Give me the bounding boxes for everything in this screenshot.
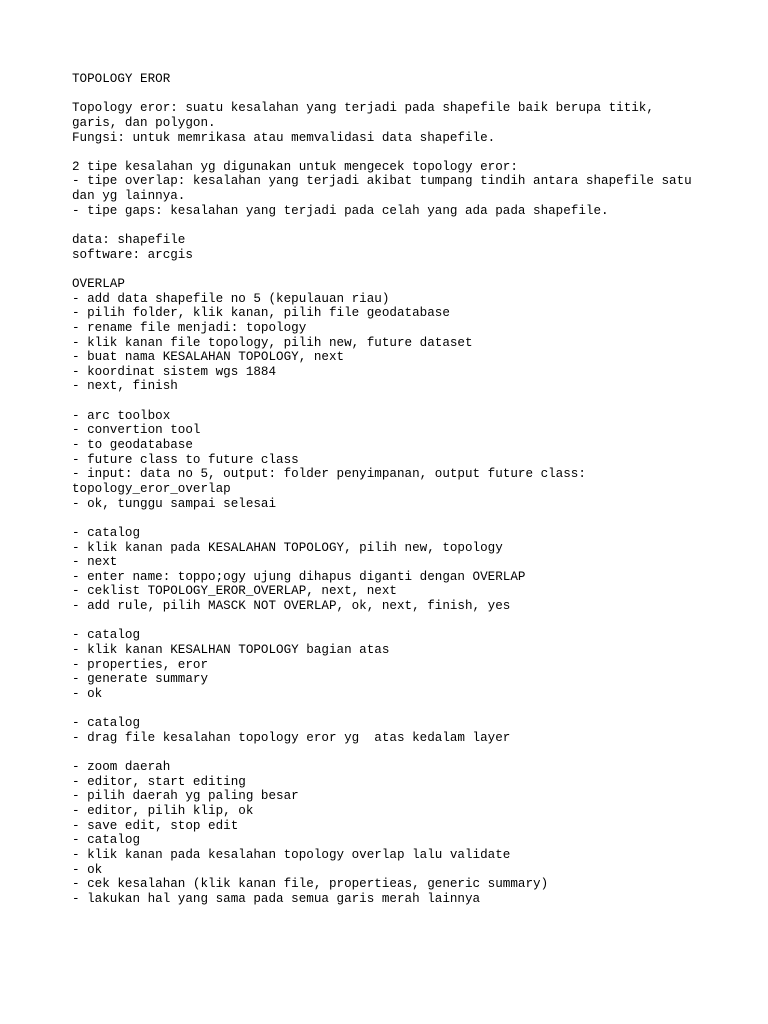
step-line: - editor, pilih klip, ok (72, 804, 254, 819)
step-line: - next (72, 555, 118, 570)
type-gaps-line: - tipe gaps: kesalahan yang terjadi pada celah yang ada pada shapefile. (72, 203, 609, 218)
step-line: - koordinat sistem wgs 1884 (72, 364, 277, 379)
step-line: - catalog (72, 833, 141, 848)
blank-line (72, 511, 752, 526)
step-line: - next, finish (72, 379, 178, 394)
step-line: - editor, start editing (72, 774, 246, 789)
step-line: - ok, tunggu sampai selesai (72, 496, 277, 511)
step-line: - arc toolbox (72, 408, 171, 423)
step-line: - ceklist TOPOLOGY_EROR_OVERLAP, next, next (72, 584, 397, 599)
document-page (72, 72, 752, 907)
step-line: - catalog (72, 525, 141, 540)
step-line: - cek kesalahan (klik kanan file, propertieas, generic summary) (72, 877, 549, 892)
blank-line (72, 702, 752, 717)
step-line: - pilih daerah yg paling besar (72, 789, 299, 804)
step-line: topology_eror_overlap (72, 481, 231, 496)
step-line: - lakukan hal yang sama pada semua garis merah lainnya (72, 891, 481, 906)
blank-line (72, 262, 752, 277)
type-overlap-line: dan yg lainnya. (72, 189, 186, 204)
step-line: - future class to future class (72, 452, 299, 467)
blank-line (72, 745, 752, 760)
step-line: - add rule, pilih MASCK NOT OVERLAP, ok, next, finish, yes (72, 599, 511, 614)
types-heading: 2 tipe kesalahan yg digunakan untuk mengecek topology eror: (72, 159, 518, 174)
step-line: - drag file kesalahan topology eror yg atas kedalam layer (72, 730, 511, 745)
blank-line (72, 145, 752, 160)
type-overlap-line: - tipe overlap: kesalahan yang terjadi akibat tumpang tindih antara shapefile satu (72, 174, 692, 189)
blank-line (72, 614, 752, 629)
step-line: - klik kanan file topology, pilih new, future dataset (72, 335, 473, 350)
step-line: - catalog (72, 716, 141, 731)
software-line: software: arcgis (72, 247, 193, 262)
step-line: - convertion tool (72, 423, 201, 438)
definition-line: Topology eror: suatu kesalahan yang terjadi pada shapefile baik berupa titik, (72, 101, 654, 116)
step-line: - generate summary (72, 672, 209, 687)
blank-line (72, 394, 752, 409)
data-line: data: shapefile (72, 233, 186, 248)
step-line: - catalog (72, 628, 141, 643)
step-line: - klik kanan pada kesalahan topology overlap lalu validate (72, 847, 511, 862)
section-heading: OVERLAP (72, 276, 125, 291)
blank-line (72, 218, 752, 233)
step-line: - to geodatabase (72, 438, 193, 453)
blank-line (72, 87, 752, 102)
step-line: - buat nama KESALAHAN TOPOLOGY, next (72, 350, 345, 365)
step-line: - rename file menjadi: topology (72, 320, 307, 335)
step-line: - pilih folder, klik kanan, pilih file geodatabase (72, 306, 450, 321)
step-line: - enter name: toppo;ogy ujung dihapus diganti dengan OVERLAP (72, 569, 526, 584)
step-line: - ok (72, 862, 103, 877)
step-line: - add data shapefile no 5 (kepulauan riau) (72, 291, 390, 306)
step-line: - ok (72, 686, 103, 701)
definition-line: garis, dan polygon. (72, 115, 216, 130)
step-line: - input: data no 5, output: folder penyimpanan, output future class: (72, 467, 586, 482)
step-line: - save edit, stop edit (72, 818, 239, 833)
step-line: - properties, eror (72, 657, 209, 672)
document-title: TOPOLOGY EROR (72, 72, 171, 86)
step-line: - zoom daerah (72, 760, 171, 775)
step-line: - klik kanan pada KESALAHAN TOPOLOGY, pilih new, topology (72, 540, 503, 555)
step-line: - klik kanan KESALHAN TOPOLOGY bagian atas (72, 642, 390, 657)
function-line: Fungsi: untuk memrikasa atau memvalidasi data shapefile. (72, 130, 496, 145)
